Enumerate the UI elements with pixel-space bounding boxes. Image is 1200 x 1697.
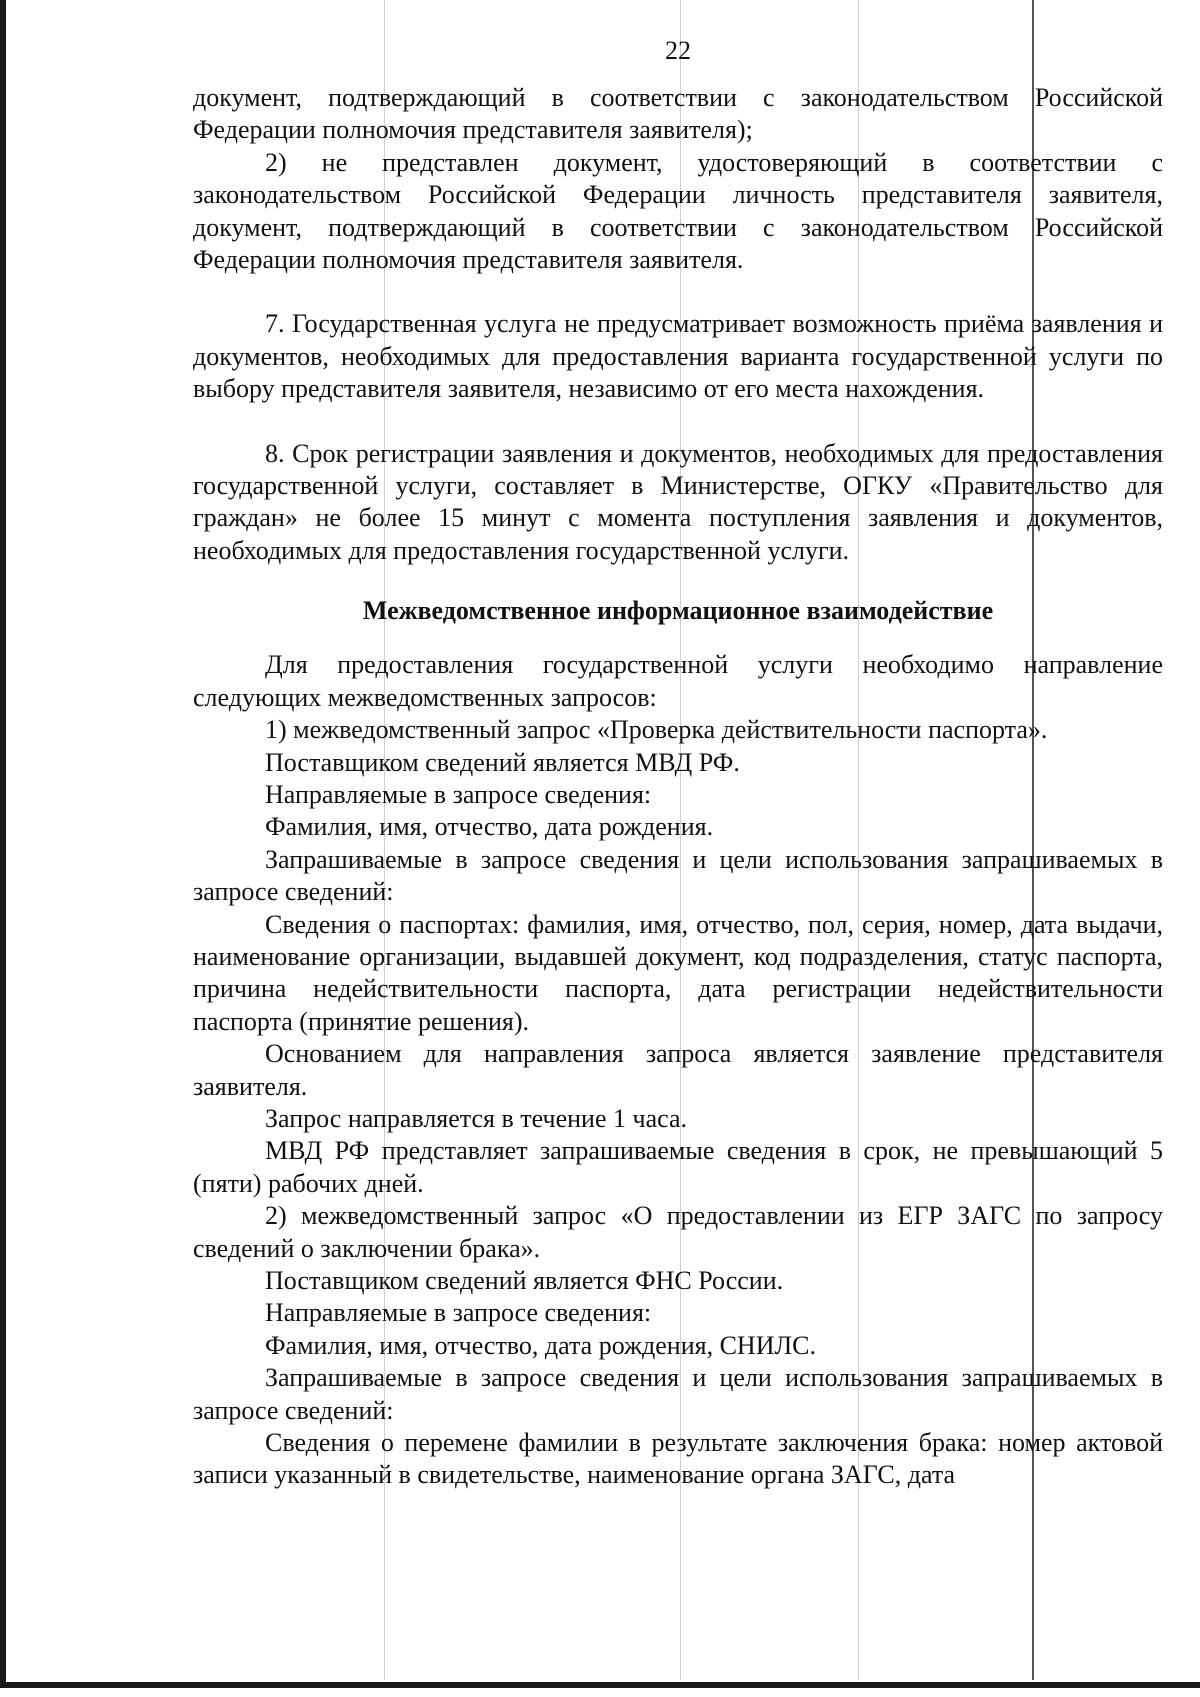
- paragraph-item-8: 8. Срок регистрации заявления и документов, необходимых для предоставления государственной услуги, составляет в Министерстве, ОГКУ «Правительство для граждан» не более 15 минут с момента поступления заявления и документов, необходимых для предоставления государственной услуги.: [193, 438, 1163, 565]
- scan-edge-bottom: [0, 1682, 1200, 1688]
- section-paragraph: Фамилия, имя, отчество, дата рождения, СНИЛС.: [265, 1330, 816, 1360]
- spacer: [193, 276, 1163, 308]
- page-number: 22: [665, 36, 691, 65]
- section-paragraph: Направляемые в запросе сведения:: [265, 1298, 652, 1328]
- section-paragraph: Сведения о паспортах: фамилия, имя, отчество, пол, серия, номер, дата выдачи, наименование организации, выдавшей документ, код подразделения, статус паспорта, причина недействительности паспорта, дата регистрации недействительности паспорта (принятие решения).: [193, 909, 1163, 1036]
- section-paragraph: Запрашиваемые в запросе сведения и цели использования запрашиваемых в запросе сведений:: [193, 844, 1163, 907]
- spacer: [193, 406, 1163, 438]
- paragraph-item-7: 7. Государственная услуга не предусматривает возможность приёма заявления и документов, необходимых для предоставления варианта государственной услуги по выбору представителя заявителя, независимо от его места нахождения.: [193, 309, 1163, 404]
- section-paragraph: Для предоставления государственной услуги необходимо направление следующих межведомственных запросов:: [193, 650, 1163, 712]
- document-page: [193, 38, 1163, 1492]
- section-paragraph: Запрашиваемые в запросе сведения и цели использования запрашиваемых в запросе сведений:: [193, 1363, 1163, 1425]
- spacer: [193, 567, 1163, 595]
- scan-edge-left: [0, 0, 6, 1688]
- section-paragraph: Сведения о перемене фамилии в результате заключения брака: номер актовой записи указанный в свидетельстве, наименование органа ЗАГС, дата: [193, 1428, 1163, 1490]
- section-paragraph: Поставщиком сведений является ФНС России.: [265, 1266, 784, 1295]
- section-paragraph: Запрос направляется в течение 1 часа.: [265, 1103, 688, 1133]
- paragraph-item-2: 2) не представлен документ, удостоверяющий в соответствии с законодательством Российской Федерации личность представителя заявителя, документ, подтверждающий в соответствии с законодательством Российской Федерации полномочия представителя заявителя.: [193, 147, 1163, 275]
- paragraph-continuation: документ, подтверждающий в соответствии с законодательством Российской Федерации полномочия представителя заявителя);: [193, 83, 1163, 145]
- section-paragraph: Фамилия, имя, отчество, дата рождения.: [265, 812, 714, 842]
- section-heading: Межведомственное информационное взаимодействие: [362, 596, 994, 626]
- section-paragraph: 2) межведомственный запрос «О предоставлении из ЕГР ЗАГС по запросу сведений о заключении брака».: [193, 1201, 1163, 1263]
- section-paragraph: Направляемые в запросе сведения:: [265, 779, 652, 809]
- section-paragraph: 1) межведомственный запрос «Проверка действительности паспорта».: [265, 715, 1048, 745]
- section-paragraph: МВД РФ представляет запрашиваемые сведения в срок, не превышающий 5 (пяти) рабочих дней.: [193, 1136, 1163, 1198]
- section-paragraph: Основанием для направления запроса является заявление представителя заявителя.: [193, 1039, 1163, 1101]
- section-paragraph: Поставщиком сведений является МВД РФ.: [265, 747, 740, 777]
